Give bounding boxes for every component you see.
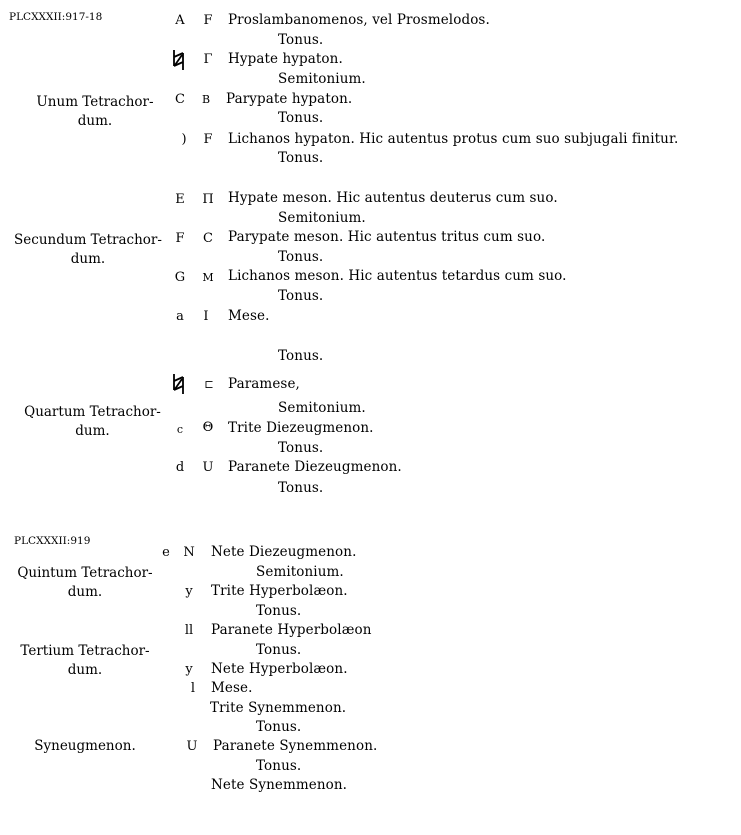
tetrachord-label xyxy=(15,737,155,756)
note-name: Mese. xyxy=(228,308,270,324)
interval-label: Semitonium. xyxy=(256,564,344,580)
note-sign: C xyxy=(203,231,213,246)
interval-label: Semitonium. xyxy=(278,400,366,416)
interval-label: Tonus. xyxy=(256,719,302,735)
label-line: Quartum Tetrachor- xyxy=(24,404,161,420)
label-line: dum. xyxy=(67,584,103,600)
tetrachord-label xyxy=(25,93,165,131)
interval-label: Tonus. xyxy=(256,642,302,658)
note-letter: G xyxy=(174,270,186,285)
note-sign: l xyxy=(190,681,196,696)
note-name: Paranete Hyperbolæon xyxy=(211,622,372,638)
note-sign: ⊏ xyxy=(204,378,214,391)
natural-sign-icon xyxy=(172,373,186,395)
note-sign: y xyxy=(185,584,193,599)
note-name: Parypate hypaton. xyxy=(226,91,353,107)
note-letter: E xyxy=(175,192,185,207)
interval-label: Tonus. xyxy=(278,110,324,126)
reference-label: PLCXXXII:917-18 xyxy=(9,11,103,23)
note-name: Lichanos hypaton. Hic autentus protus cum suo subjugali finitur. xyxy=(228,131,679,147)
tetrachord-label xyxy=(15,564,155,602)
note-name: Nete Diezeugmenon. xyxy=(211,544,357,560)
label-line: dum. xyxy=(70,251,106,267)
label-line: Unum Tetrachor- xyxy=(36,94,154,110)
label-line: dum. xyxy=(75,423,110,439)
note-name: Trite Diezeugmenon. xyxy=(228,420,374,436)
note-sign: I xyxy=(203,309,209,324)
interval-label: Semitonium. xyxy=(278,71,366,87)
label-line: dum. xyxy=(77,113,113,129)
label-line: Quintum Tetrachor- xyxy=(17,565,153,581)
note-letter: C xyxy=(175,92,185,107)
note-sign: F xyxy=(203,132,213,147)
note-name: Mese. xyxy=(211,680,253,696)
note-name: Paramese, xyxy=(228,376,300,392)
note-name: Nete Synemmenon. xyxy=(211,777,348,793)
label-line: Tertium Tetrachor- xyxy=(20,643,150,659)
note-name: Paranete Synemmenon. xyxy=(213,738,378,754)
note-sign: F xyxy=(203,13,213,28)
note-letter: d xyxy=(175,460,185,475)
interval-label: Tonus. xyxy=(278,480,324,496)
note-name: Proslambanomenos, vel Prosmelodos. xyxy=(228,12,490,28)
note-sign: Θ xyxy=(202,420,214,435)
note-name: Hypate hypaton. xyxy=(228,51,343,67)
note-sign: B xyxy=(201,93,211,106)
note-letter: a xyxy=(176,309,184,324)
reference-label: PLCXXXII:919 xyxy=(14,535,91,547)
note-sign: y xyxy=(185,662,193,677)
note-letter: c xyxy=(176,423,184,436)
tetrachord-label xyxy=(15,403,170,441)
note-sign: U xyxy=(186,739,198,754)
interval-label: Tonus. xyxy=(256,603,302,619)
note-sign: M xyxy=(202,271,214,284)
note-name: Paranete Diezeugmenon. xyxy=(228,459,402,475)
tetrachord-label xyxy=(15,642,155,680)
note-letter: e xyxy=(162,545,170,560)
natural-sign-icon xyxy=(172,49,186,71)
label-line: Syneugmenon. xyxy=(34,738,136,754)
note-letter: A xyxy=(175,13,185,28)
note-name: Trite Synemmenon. xyxy=(210,700,347,716)
interval-label: Tonus. xyxy=(278,288,324,304)
note-name: Nete Hyperbolæon. xyxy=(211,661,348,677)
note-sign: U xyxy=(202,460,214,475)
note-sign: Γ xyxy=(203,52,213,67)
note-name: Trite Hyperbolæon. xyxy=(211,583,348,599)
note-name: Hypate meson. Hic autentus deuterus cum suo. xyxy=(228,190,558,206)
label-line: Secundum Tetrachor- xyxy=(14,232,162,248)
note-sign: ll xyxy=(184,623,194,638)
note-name: Parypate meson. Hic autentus tritus cum suo. xyxy=(228,229,546,245)
interval-label: Tonus. xyxy=(278,440,324,456)
note-letter: ) xyxy=(181,132,187,147)
interval-label: Tonus. xyxy=(278,150,324,166)
interval-label: Tonus. xyxy=(278,348,324,364)
label-line: dum. xyxy=(67,662,103,678)
interval-label: Semitonium. xyxy=(278,210,366,226)
interval-label: Tonus. xyxy=(256,758,302,774)
note-sign: Π xyxy=(202,192,214,207)
interval-label: Tonus. xyxy=(278,249,324,265)
interval-label: Tonus. xyxy=(278,32,324,48)
tetrachord-label xyxy=(8,231,168,269)
note-sign: N xyxy=(183,545,195,560)
note-name: Lichanos meson. Hic autentus tetardus cum suo. xyxy=(228,268,567,284)
note-letter: F xyxy=(175,231,185,246)
